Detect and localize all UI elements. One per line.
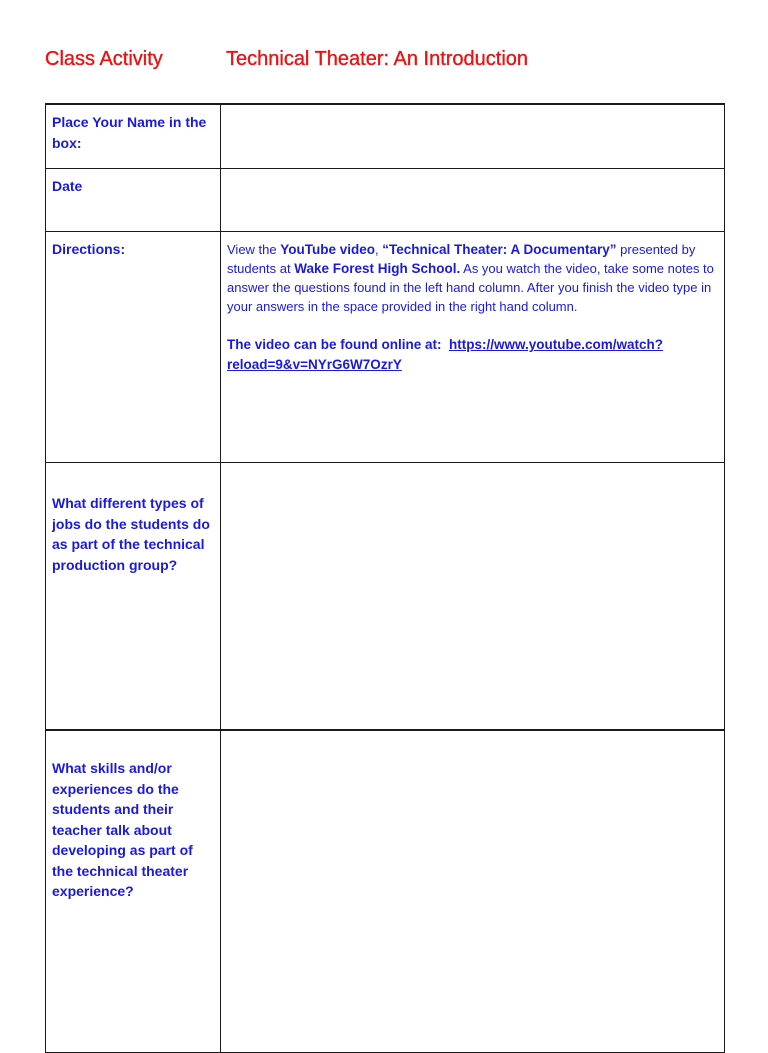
directions-row [46,232,725,463]
youtube-video-emphasis: YouTube video [280,242,376,257]
video-link[interactable]: https://www.youtube.com/watch?reload=9&v=NYrG6W7OzrY [227,337,664,372]
directions-text-4: As you watch the video, take some notes to answer the questions found in the left hand column. After you finish the video type in your answers in the space provided in the right hand column. [227,261,714,314]
jobs-question-row [46,463,725,731]
directions-paragraph [227,240,718,316]
name-answer-box[interactable] [221,104,725,169]
jobs-question: What different types of jobs do the students do as part of the technical production group? [46,463,221,731]
directions-text-2: , [375,242,383,257]
name-label: Place Your Name in the box: [46,104,221,169]
page-heading [45,48,725,76]
school-name-emphasis: Wake Forest High School. [294,261,461,276]
skills-question-row [46,730,725,1053]
skills-answer-box[interactable] [221,730,725,1053]
video-location-label: The video can be found online at: [227,337,442,352]
date-label: Date [46,169,221,232]
documentary-title-emphasis: “Technical Theater: A Documentary” [382,242,617,257]
directions-text-3: presented by students at [227,242,696,276]
skills-question: What skills and/or experiences do the students and their teacher talk about developing as part of the technical theater experience? [46,730,221,1053]
date-answer-box[interactable] [221,169,725,232]
document-title: Technical Theater: An Introduction [226,48,529,70]
worksheet-table [45,103,725,1053]
date-row [46,169,725,232]
directions-text-1: View the [227,242,281,257]
jobs-answer-box[interactable] [221,463,725,731]
name-row [46,104,725,169]
video-location-line [227,335,718,375]
directions-label: Directions: [46,232,221,463]
directions-content [221,232,725,463]
class-activity-label: Class Activity [45,48,163,70]
